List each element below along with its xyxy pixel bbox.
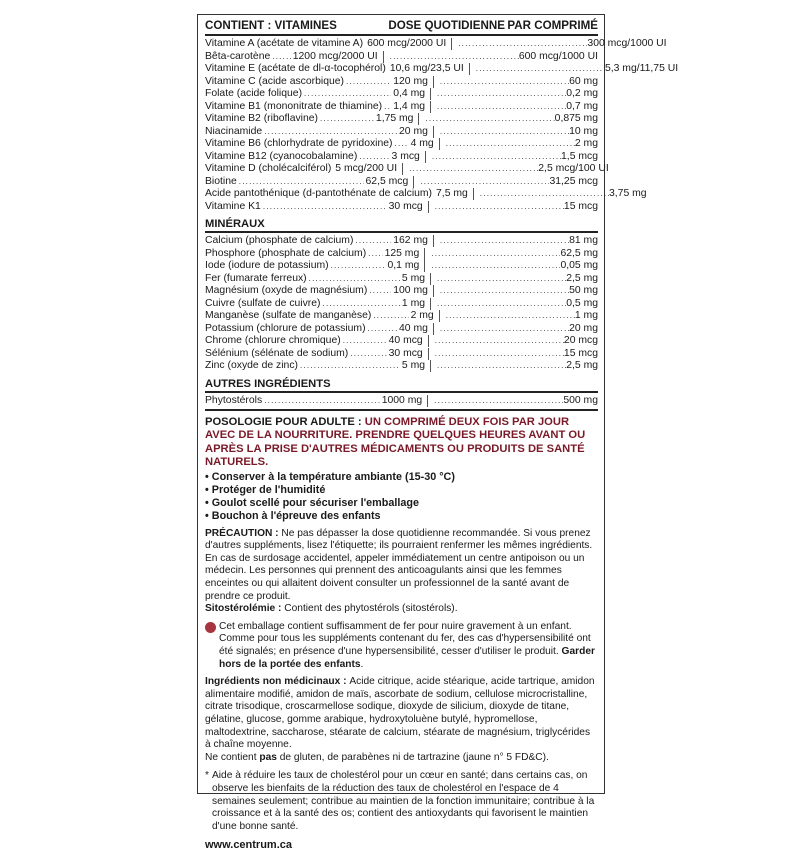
leader-dots bbox=[437, 360, 566, 372]
precaution bbox=[205, 528, 598, 616]
leader-dots bbox=[440, 76, 569, 88]
column-separator bbox=[433, 235, 434, 247]
iron-warning-bold: Garder hors de la portée des enfants bbox=[219, 645, 595, 670]
per-tablet-cell bbox=[446, 138, 598, 150]
posology-label: POSOLOGIE POUR ADULTE : bbox=[205, 416, 365, 428]
daily-dose-value: 5 mcg/200 UI bbox=[335, 163, 398, 174]
nutrient-name: Acide pantothénique (d-pantothénate de calcium) bbox=[205, 188, 433, 199]
per-tablet-value: 5,3 mg/11,75 UI bbox=[604, 63, 679, 74]
per-tablet-value: 3,75 mg bbox=[609, 188, 647, 199]
per-tablet-cell bbox=[476, 63, 678, 75]
minerals-list bbox=[205, 235, 598, 373]
table-header bbox=[205, 19, 598, 36]
daily-dose-value: 40 mg bbox=[399, 322, 428, 334]
leader-dots bbox=[350, 348, 386, 360]
leader-dots bbox=[437, 298, 566, 310]
column-separator bbox=[430, 88, 431, 100]
nutrient-row bbox=[205, 260, 598, 273]
nutrient-name: Potassium (chlorure de potassium) bbox=[205, 322, 366, 334]
per-tablet-cell bbox=[390, 51, 598, 63]
nutrient-row bbox=[205, 310, 598, 323]
nutrient-name: Chrome (chlorure chromique) bbox=[205, 335, 341, 346]
other-ingredients-title: AUTRES INGRÉDIENTS bbox=[205, 377, 598, 393]
nutrient-row bbox=[205, 348, 598, 361]
per-tablet-value: 1,5 mcg bbox=[561, 150, 598, 162]
column-separator bbox=[383, 51, 384, 63]
leader-dots bbox=[435, 201, 564, 213]
bullet-item: • Conserver à la température ambiante (15-30 °C) bbox=[205, 471, 598, 484]
supplement-facts-panel bbox=[197, 14, 679, 852]
daily-dose-value: 5 mg bbox=[401, 360, 426, 371]
nutrient-row bbox=[205, 163, 609, 176]
leader-dots bbox=[369, 285, 391, 297]
column-separator bbox=[418, 113, 419, 125]
daily-dose-value: 7,5 mg bbox=[436, 188, 468, 199]
minerals-title: MINÉRAUX bbox=[205, 217, 598, 233]
nutrient-row bbox=[205, 335, 598, 348]
non-med-label: Ingrédients non médicinaux : bbox=[205, 676, 350, 688]
per-tablet-cell bbox=[435, 348, 598, 360]
nutrient-name: Vitamine B2 (riboflavine) bbox=[205, 113, 319, 124]
nutrient-row bbox=[205, 63, 679, 76]
per-tablet-value: 2 mg bbox=[574, 138, 598, 149]
column-separator bbox=[473, 188, 474, 200]
daily-dose-value: 2 mg bbox=[410, 310, 434, 321]
leader-dots bbox=[395, 138, 409, 150]
per-tablet-cell bbox=[431, 260, 598, 272]
leader-dots bbox=[425, 113, 554, 125]
daily-dose-value: 1,75 mg bbox=[375, 113, 414, 124]
nutrient-row bbox=[205, 88, 598, 101]
column-separator bbox=[433, 285, 434, 297]
nutrient-name: Phytostérols bbox=[205, 394, 263, 406]
per-tablet-cell bbox=[434, 395, 598, 407]
daily-dose-value: 10,6 mg/23,5 UI bbox=[389, 63, 464, 74]
column-separator bbox=[428, 348, 429, 360]
per-tablet-cell bbox=[458, 38, 666, 50]
daily-dose-value: 5 mg bbox=[401, 272, 426, 284]
divider bbox=[205, 409, 598, 411]
daily-dose-value: 162 mg bbox=[393, 235, 428, 246]
leader-dots bbox=[440, 285, 569, 297]
leader-dots bbox=[432, 151, 561, 163]
per-tablet-cell bbox=[440, 285, 598, 297]
footnote-text: Aide à réduire les taux de cholestérol pour un cœur en santé; dans certains cas, on observe les bienfaits de la réduction des taux de cholestérol en l'espace de 4 semaines seulement; contribue au maintien de la fonction immunitaire; contribue à la croissance et à la santé des os; contient des antioxydants qui favorisent le maintien d'une bonne santé. bbox=[212, 770, 595, 832]
per-tablet-cell bbox=[440, 76, 598, 88]
daily-dose-value: 3 mcg bbox=[391, 150, 420, 162]
column-separator bbox=[424, 248, 425, 260]
column-separator bbox=[451, 38, 452, 50]
footnote bbox=[205, 770, 598, 833]
nutrient-row bbox=[205, 201, 598, 214]
daily-dose-value: 1000 mg bbox=[381, 394, 423, 406]
per-tablet-value: 300 mcg/1000 UI bbox=[587, 38, 667, 49]
leader-dots bbox=[359, 151, 389, 163]
nutrient-name: Vitamine B12 (cyanocobalamine) bbox=[205, 150, 358, 162]
vitamins-list bbox=[205, 38, 679, 213]
daily-dose-value: 62,5 mcg bbox=[365, 175, 409, 187]
nutrient-row bbox=[205, 151, 598, 164]
per-tablet-cell bbox=[437, 101, 598, 113]
free-from-post: de gluten, de parabènes ni de tartrazine (jaune n° 5 FD&C). bbox=[276, 751, 549, 763]
nutrient-name: Vitamine B6 (chlorhydrate de pyridoxine) bbox=[205, 138, 393, 149]
leader-dots bbox=[440, 235, 569, 247]
nutrient-name: Magnésium (oxyde de magnésium) bbox=[205, 285, 368, 296]
per-tablet-cell bbox=[437, 298, 598, 310]
per-tablet-value: 500 mg bbox=[563, 394, 598, 406]
column-separator bbox=[439, 310, 440, 322]
per-tablet-value: 15 mcg bbox=[563, 200, 598, 212]
daily-dose-value: 120 mg bbox=[393, 75, 428, 87]
nutrient-name: Calcium (phosphate de calcium) bbox=[205, 235, 354, 246]
leader-dots bbox=[420, 176, 549, 188]
daily-dose-value: 30 mcg bbox=[388, 200, 423, 212]
leader-dots bbox=[304, 88, 391, 100]
column-separator bbox=[402, 163, 403, 175]
leader-dots bbox=[476, 63, 605, 75]
nutrient-name: Manganèse (sulfate de manganèse) bbox=[205, 310, 372, 321]
leader-dots bbox=[323, 298, 400, 310]
precaution-label: PRÉCAUTION : bbox=[205, 527, 282, 539]
other-ingredients-list bbox=[205, 395, 598, 408]
iron-warning-end: . bbox=[360, 658, 364, 670]
per-tablet-value: 31,25 mcg bbox=[549, 175, 598, 187]
nutrient-name: Cuivre (sulfate de cuivre) bbox=[205, 297, 321, 309]
nutrient-row bbox=[205, 176, 598, 189]
iron-warning bbox=[205, 621, 598, 671]
per-tablet-cell bbox=[446, 310, 598, 322]
header-contains: CONTIENT : VITAMINES bbox=[205, 19, 337, 32]
daily-dose-value: 20 mg bbox=[399, 125, 428, 137]
leader-dots bbox=[435, 348, 564, 360]
nutrient-name: Vitamine C (acide ascorbique) bbox=[205, 75, 344, 87]
nutrient-name: Fer (fumarate ferreux) bbox=[205, 272, 307, 284]
nutrient-row bbox=[205, 273, 598, 286]
per-tablet-value: 2,5 mcg/100 UI bbox=[538, 163, 609, 174]
per-tablet-cell bbox=[437, 360, 598, 372]
per-tablet-value: 60 mg bbox=[569, 75, 598, 87]
leader-dots bbox=[373, 310, 408, 322]
daily-dose-value: 0,4 mg bbox=[393, 88, 426, 99]
nutrient-row bbox=[205, 323, 598, 336]
column-separator bbox=[430, 360, 431, 372]
precaution-text: Ne pas dépasser la dose quotidienne recommandée. Si vous prenez d'autres suppléments, lisez l'étiquette; ils pourraient renfermer les mêmes ingrédients. En cas de surdosage accidentel, appeler immédiatement un centre antipoison ou un médecin. Les personnes qui prennent des anticoagulants ainsi que les femmes enceintes ou qui allaitent doivent consulter un professionnel de la santé avant de prendre ce produit. bbox=[205, 527, 593, 602]
per-tablet-value: 0,7 mg bbox=[566, 100, 598, 112]
daily-dose-value: 600 mcg/2000 UI bbox=[367, 38, 447, 49]
leader-dots bbox=[272, 51, 290, 63]
per-tablet-cell bbox=[480, 188, 647, 200]
per-tablet-value: 0,2 mg bbox=[566, 88, 598, 99]
nutrient-name: Vitamine E (acétate de dl-α-tocophérol) bbox=[205, 63, 386, 74]
storage-bullets bbox=[205, 471, 598, 523]
per-tablet-value: 0,875 mg bbox=[554, 113, 598, 124]
nutrient-name: Iode (iodure de potassium) bbox=[205, 260, 329, 271]
nutrient-row bbox=[205, 188, 647, 201]
leader-dots bbox=[437, 101, 566, 113]
column-separator bbox=[428, 201, 429, 213]
column-separator bbox=[430, 273, 431, 285]
column-separator bbox=[428, 335, 429, 347]
leader-dots bbox=[390, 51, 519, 63]
per-tablet-cell bbox=[431, 248, 598, 260]
column-separator bbox=[433, 126, 434, 138]
nutrient-row bbox=[205, 298, 598, 311]
per-tablet-cell bbox=[432, 151, 598, 163]
column-separator bbox=[427, 395, 428, 407]
nutrient-name: Vitamine D (cholécalciférol) bbox=[205, 163, 332, 174]
leader-dots bbox=[239, 176, 364, 188]
daily-dose-value: 0,1 mg bbox=[387, 260, 420, 271]
leader-dots bbox=[458, 38, 587, 50]
free-from-bold: pas bbox=[259, 751, 277, 763]
daily-dose-value: 125 mg bbox=[384, 247, 420, 259]
nutrient-row bbox=[205, 235, 598, 248]
per-tablet-cell bbox=[437, 273, 598, 285]
leader-dots bbox=[343, 335, 387, 347]
per-tablet-cell bbox=[435, 335, 598, 347]
per-tablet-cell bbox=[425, 113, 598, 125]
nutrient-row bbox=[205, 395, 598, 408]
per-tablet-value: 2,5 mg bbox=[566, 272, 598, 284]
bullet-item: • Goulot scellé pour sécuriser l'emballage bbox=[205, 497, 598, 510]
leader-dots bbox=[355, 235, 391, 247]
per-tablet-value: 50 mg bbox=[569, 285, 598, 296]
per-tablet-cell bbox=[420, 176, 598, 188]
leader-dots bbox=[368, 248, 382, 260]
leader-dots bbox=[440, 323, 569, 335]
per-tablet-value: 0,05 mg bbox=[560, 260, 598, 271]
daily-dose-value: 40 mcg bbox=[388, 335, 423, 346]
column-separator bbox=[433, 76, 434, 88]
nutrient-row bbox=[205, 101, 598, 114]
nutrient-name: Niacinamide bbox=[205, 125, 263, 137]
bullet-item: • Protéger de l'humidité bbox=[205, 484, 598, 497]
per-tablet-cell bbox=[437, 88, 598, 100]
nutrient-name: Folate (acide folique) bbox=[205, 88, 303, 99]
leader-dots bbox=[446, 138, 575, 150]
per-tablet-value: 0,5 mg bbox=[566, 297, 598, 309]
nutrient-name: Biotine bbox=[205, 175, 237, 187]
column-separator bbox=[413, 176, 414, 188]
leader-dots bbox=[435, 335, 564, 347]
nutrient-name: Vitamine K1 bbox=[205, 200, 261, 212]
daily-dose-value: 100 mg bbox=[393, 285, 428, 296]
leader-dots bbox=[264, 126, 397, 138]
daily-dose-value: 1 mg bbox=[401, 297, 426, 309]
daily-dose-value: 1,4 mg bbox=[393, 100, 426, 112]
daily-dose-value: 4 mg bbox=[410, 138, 434, 149]
leader-dots bbox=[263, 201, 387, 213]
column-separator bbox=[425, 151, 426, 163]
posology bbox=[205, 416, 598, 470]
leader-dots bbox=[264, 395, 380, 407]
nutrient-name: Zinc (oxyde de zinc) bbox=[205, 360, 298, 371]
per-tablet-cell bbox=[440, 235, 598, 247]
nutrient-name: Vitamine B1 (mononitrate de thiamine) bbox=[205, 100, 383, 112]
bullet-item: • Bouchon à l'épreuve des enfants bbox=[205, 510, 598, 523]
nutrient-row bbox=[205, 360, 598, 373]
leader-dots bbox=[431, 260, 560, 272]
posology-text: UN COMPRIMÉ DEUX FOIS PAR JOUR AVEC DE LA NOURRITURE. PRENDRE QUELQUES HEURES AVANT OU APRÈS LA PRISE D'AUTRES MÉDICAMENTS OU PRODUITS DE SANTÉ NATURELS. bbox=[205, 416, 586, 469]
leader-dots bbox=[409, 163, 538, 175]
leader-dots bbox=[368, 323, 397, 335]
leader-dots bbox=[437, 273, 566, 285]
nutrient-name: Bêta-carotène bbox=[205, 50, 271, 62]
leader-dots bbox=[434, 395, 563, 407]
per-tablet-value: 1 mg bbox=[574, 310, 598, 321]
iron-warning-body bbox=[219, 621, 598, 671]
sitosterolemia-label: Sitostérolémie : bbox=[205, 603, 285, 615]
leader-dots bbox=[300, 360, 400, 372]
website-url: www.centrum.ca bbox=[205, 839, 293, 852]
nutrient-row bbox=[205, 248, 598, 261]
sitosterolemia-text: Contient des phytostérols (sitostérols). bbox=[284, 603, 458, 615]
nutrient-name: Sélénium (sélénate de sodium) bbox=[205, 347, 349, 359]
per-tablet-cell bbox=[409, 163, 609, 175]
column-separator bbox=[430, 298, 431, 310]
leader-dots bbox=[346, 76, 391, 88]
per-tablet-value: 600 mcg/1000 UI bbox=[518, 50, 598, 62]
non-med-text: Acide citrique, acide stéarique, acide tartrique, amidon alimentaire modifié, amidon de maïs, ascorbate de sodium, cellulose microcristalline, citrate trisodique, croscarmellose sodique, dioxyde de silicium, dioxyde de titane, gélatine, glucose, gomme arabique, hydroxytoluène butylé, hypromellose, maltodextrine, saccharose, stéarate de calcium, stéarate de magnésium, triglycérides à chaîne moyenne. bbox=[205, 676, 595, 751]
per-tablet-value: 20 mg bbox=[569, 322, 598, 334]
leader-dots bbox=[431, 248, 560, 260]
per-tablet-value: 2,5 mg bbox=[566, 360, 598, 371]
per-tablet-cell bbox=[435, 201, 598, 213]
nutrient-name: Vitamine A (acétate de vitamine A) bbox=[205, 38, 364, 49]
per-tablet-value: 15 mcg bbox=[563, 347, 598, 359]
nutrient-row bbox=[205, 285, 598, 298]
nutrient-row bbox=[205, 138, 598, 151]
iron-warning-text: Cet emballage contient suffisamment de fer pour nuire gravement à un enfant. Comme pour tous les suppléments contenant du fer, des cas d'hypersensibilité ont été signalés; en présence d'une hypersensibilité, cesser d'utiliser le produit. bbox=[219, 620, 591, 657]
leader-dots bbox=[437, 88, 566, 100]
header-daily-dose: DOSE QUOTIDIENNE bbox=[388, 19, 505, 32]
nutrient-row bbox=[205, 38, 667, 51]
daily-dose-value: 1200 mcg/2000 UI bbox=[292, 50, 378, 62]
per-tablet-cell bbox=[440, 323, 598, 335]
per-tablet-value: 10 mg bbox=[569, 125, 598, 137]
nutrient-row bbox=[205, 113, 598, 126]
column-separator bbox=[469, 63, 470, 75]
column-separator bbox=[439, 138, 440, 150]
per-tablet-value: 62,5 mg bbox=[560, 247, 598, 259]
footnote-mark: * bbox=[205, 770, 209, 782]
per-tablet-value: 20 mcg bbox=[563, 335, 598, 346]
per-tablet-value: 81 mg bbox=[569, 235, 598, 246]
leader-dots bbox=[320, 113, 374, 125]
leader-dots bbox=[384, 101, 391, 113]
nutrient-row bbox=[205, 76, 598, 89]
leader-dots bbox=[446, 310, 575, 322]
warning-dot-icon bbox=[205, 622, 216, 633]
column-separator bbox=[433, 323, 434, 335]
leader-dots bbox=[480, 188, 609, 200]
column-separator bbox=[424, 260, 425, 272]
non-medicinal-ingredients bbox=[205, 676, 598, 764]
leader-dots bbox=[309, 273, 400, 285]
per-tablet-cell bbox=[440, 126, 598, 138]
nutrient-row bbox=[205, 51, 598, 64]
column-separator bbox=[430, 101, 431, 113]
nutrient-name: Phosphore (phosphate de calcium) bbox=[205, 247, 367, 259]
leader-dots bbox=[331, 260, 386, 272]
daily-dose-value: 30 mcg bbox=[388, 347, 423, 359]
header-per-tablet: PAR COMPRIMÉ bbox=[507, 19, 598, 32]
free-from-pre: Ne contient bbox=[205, 751, 260, 763]
nutrient-row bbox=[205, 126, 598, 139]
leader-dots bbox=[440, 126, 569, 138]
